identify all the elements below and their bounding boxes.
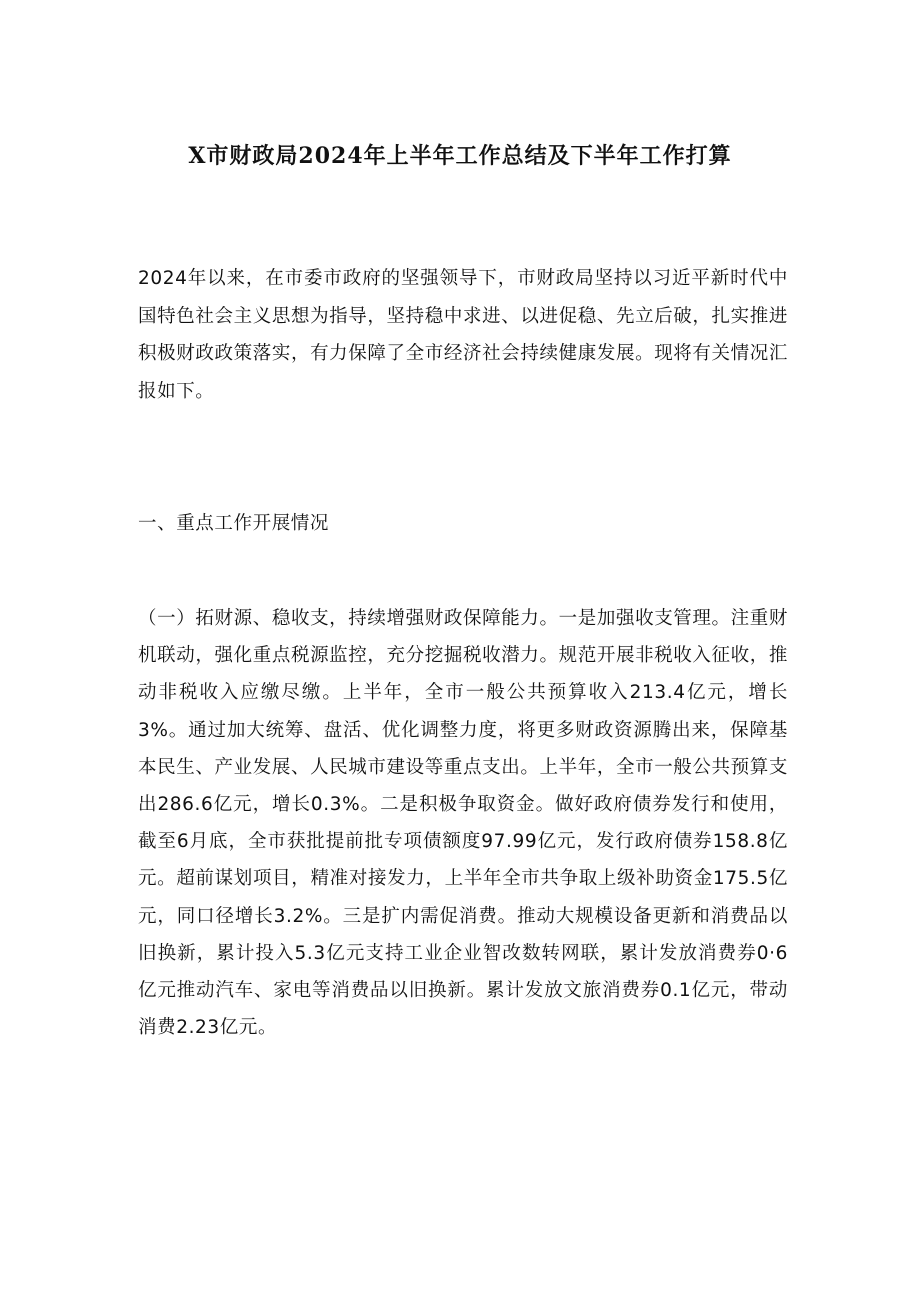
intro-paragraph: 2024年以来，在市委市政府的坚强领导下，市财政局坚持以习近平新时代中国特色社会主义思想为指导，坚持稳中求进、以进促稳、先立后破，扎实推进积极财政政策落实，有力保障了全市经济社会持续健康发展。现将有关情况汇报如下。 — [138, 268, 788, 402]
section-heading: 一、重点工作开展情况 — [138, 513, 330, 534]
section1-paragraph: （一）拓财源、稳收支，持续增强财政保障能力。一是加强收支管理。注重财机联动，强化重点税源监控，充分挖掘税收潜力。规范开展非税收入征收，推动非税收入应缴尽缴。上半年，全市一般公共预算收入213.4亿元，增长3%。通过加大统筹、盘活、优化调整力度，将更多财政资源腾出来，保障基本民生、产业发展、人民城市建设等重点支出。上半年，全市一般公共预算支出286.6亿元，增长0.3%。二是积极争取资金。做好政府债券发行和使用，截至6月底，全市获批提前批专项债额度97.99亿元，发行政府债券158.8亿元。超前谋划项目，精准对接发力，上半年全市共争取上级补助资金175.5亿元，同口径增长3.2%。三是扩内需促消费。推动大规模设备更新和消费品以旧换新，累计投入5.3亿元支持工业企业智改数转网联，累计发放消费券0·6亿元推动汽车、家电等消费品以旧换新。累计发放文旅消费券0.1亿元，带动消费2.23亿元。 — [138, 608, 788, 1039]
document-title: X市财政局2024年上半年工作总结及下半年工作打算 — [188, 143, 732, 169]
